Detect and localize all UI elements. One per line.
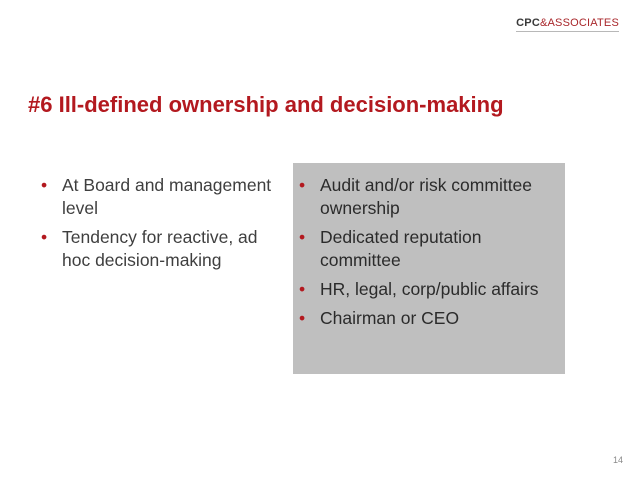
right-bullet-item: • Audit and/or risk committee ownership — [293, 174, 555, 220]
logo-associates-text: &ASSOCIATES — [539, 17, 619, 29]
company-logo — [516, 17, 619, 32]
logo-cpc-text: CPC — [516, 17, 540, 29]
left-bullet-item: • Tendency for reactive, ad hoc decision-making — [35, 226, 275, 272]
right-bullet-item: • Dedicated reputation committee — [293, 226, 555, 272]
page-number: 14 — [612, 455, 623, 465]
left-bullet-item: • At Board and management level — [35, 174, 275, 220]
left-bullet-list — [35, 174, 275, 278]
slide-title: #6 Ill-defined ownership and decision-making — [28, 92, 504, 117]
right-bullet-list — [293, 174, 555, 336]
right-bullet-item: • HR, legal, corp/public affairs — [293, 278, 555, 301]
right-bullet-item: • Chairman or CEO — [293, 307, 555, 330]
